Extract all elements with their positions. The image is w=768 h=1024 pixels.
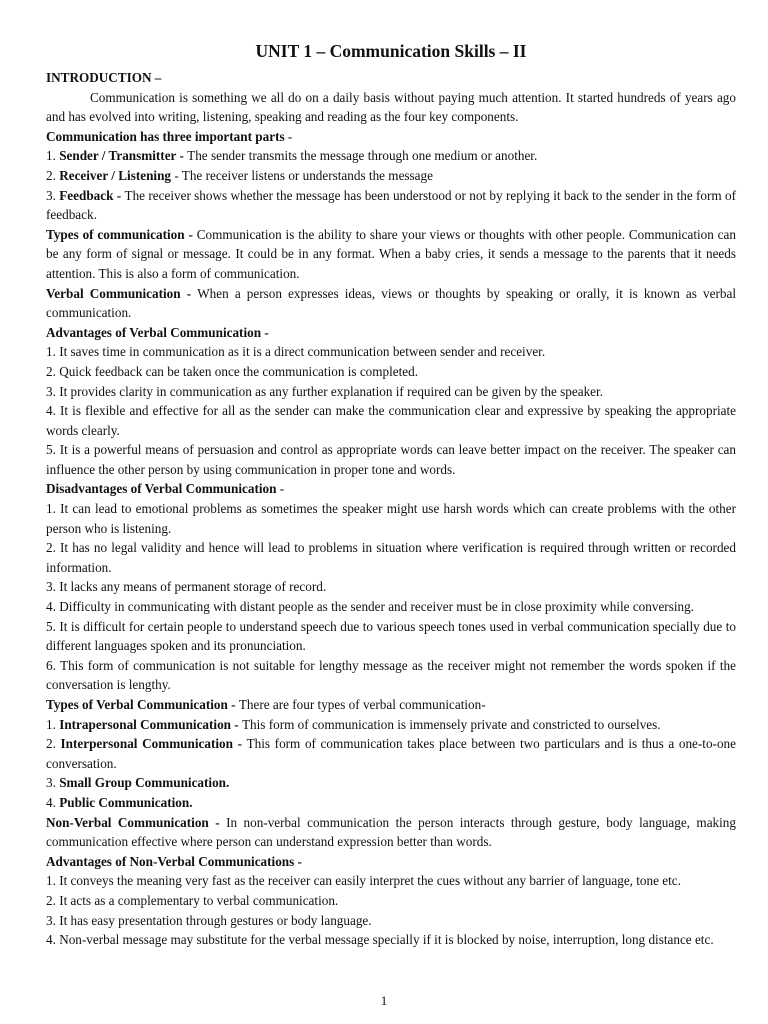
item-text: The sender transmits the message through one medium or another. bbox=[187, 148, 538, 164]
nonverbal-text: In non-verbal communication the person interacts through gesture, body language, making communication effective where person can understand expression better than words. bbox=[46, 814, 736, 850]
item-number: 4. bbox=[46, 794, 60, 810]
list-item: 6. This form of communication is not suitable for lengthy message as the receiver might not remember the words spoken if the conversation is lengthy. bbox=[46, 657, 736, 693]
list-item: 4. Difficulty in communicating with distant people as the sender and receiver must be in close proximity while conversing. bbox=[46, 599, 694, 615]
list-item bbox=[46, 715, 736, 735]
item-number: 1. bbox=[46, 716, 60, 732]
verbal-types-text: There are four types of verbal communication- bbox=[238, 697, 486, 712]
verbal-advantages-heading: Advantages of Verbal Communication - bbox=[46, 324, 269, 340]
list-item bbox=[46, 186, 736, 225]
document-title: UNIT 1 – Communication Skills – II bbox=[255, 41, 527, 61]
three-parts-heading-text: Communication has three important parts bbox=[46, 128, 285, 144]
item-term: Receiver / Listening bbox=[59, 167, 172, 183]
verbal-term: Verbal Communication - bbox=[46, 285, 198, 301]
intro-heading: INTRODUCTION – bbox=[46, 70, 162, 85]
verbal-disadvantages-heading bbox=[46, 479, 736, 499]
list-item: 3. It provides clarity in communication as any further explanation if required can be given by the speaker. bbox=[46, 383, 603, 399]
item-text: The receiver shows whether the message has been understood or not by replying it back to the sender in the form of feedback. bbox=[46, 187, 736, 223]
item-number: 1. bbox=[46, 148, 60, 164]
verbal-types-paragraph bbox=[46, 695, 736, 715]
list-item bbox=[46, 166, 736, 186]
item-text: This form of communication takes place between two particulars and is thus a one-to-one conversation. bbox=[46, 736, 736, 771]
list-item bbox=[46, 146, 736, 166]
list-item: 4. Non-verbal message may substitute for the verbal message specially if it is blocked by noise, interruption, long distance etc. bbox=[46, 932, 714, 948]
list-item bbox=[46, 773, 736, 793]
list-item: 3. It lacks any means of permanent storage of record. bbox=[46, 579, 327, 595]
types-text: Communication is the ability to share your views or thoughts with other people. Communication can be any form of signal or message. It could be in any format. When a baby cries, it sends a message to the parents that it needs attention. This is also a form of communication. bbox=[46, 226, 736, 281]
item-text: This form of communication is immensely private and constricted to ourselves. bbox=[241, 716, 661, 732]
list-item: 2. It acts as a complementary to verbal communication. bbox=[46, 892, 339, 908]
list-item bbox=[46, 793, 736, 813]
list-item: 4. It is flexible and effective for all as the sender can make the communication clear and expressive by speaking the appropriate words clearly. bbox=[46, 403, 736, 438]
list-item: 2. It has no legal validity and hence will lead to problems in situation where verification is required through written or recorded information. bbox=[46, 540, 736, 575]
nonverbal-paragraph bbox=[46, 813, 736, 852]
item-number: 2. bbox=[46, 167, 60, 183]
list-item bbox=[46, 734, 736, 773]
item-number: 3. bbox=[46, 775, 60, 791]
verbal-disadvantages-heading-text: Disadvantages of Verbal Communication bbox=[46, 481, 277, 497]
types-paragraph bbox=[46, 225, 736, 284]
item-text: - The receiver listens or understands the message bbox=[171, 167, 433, 183]
item-term: Feedback - bbox=[59, 187, 125, 203]
item-term: Interpersonal Communication - bbox=[60, 736, 247, 752]
verbal-paragraph bbox=[46, 284, 736, 323]
list-item: 3. It has easy presentation through gestures or body language. bbox=[46, 912, 372, 928]
page-number: 1 bbox=[380, 993, 388, 1008]
list-item: 2. Quick feedback can be taken once the communication is completed. bbox=[46, 363, 419, 379]
item-number: 3. bbox=[46, 187, 60, 203]
three-parts-heading-suffix: - bbox=[284, 128, 293, 144]
verbal-text: When a person expresses ideas, views or thoughts by speaking or orally, it is known as verbal communication. bbox=[46, 285, 736, 321]
list-item: 5. It is difficult for certain people to understand speech due to various speech tones used in verbal communication specially due to different languages spoken and its pronunciation. bbox=[46, 618, 736, 654]
verbal-types-term: Types of Verbal Communication - bbox=[46, 697, 239, 712]
verbal-disadvantages-heading-suffix: - bbox=[276, 481, 285, 497]
types-term: Types of communication - bbox=[46, 226, 197, 242]
nonverbal-term: Non-Verbal Communication - bbox=[46, 814, 227, 830]
list-item: 1. It can lead to emotional problems as sometimes the speaker might use harsh words which can create problems with the other person who is listening. bbox=[46, 501, 736, 536]
list-item: 1. It saves time in communication as it is a direct communication between sender and receiver. bbox=[46, 344, 546, 360]
item-term: Small Group Communication. bbox=[59, 775, 230, 791]
item-term: Public Communication. bbox=[59, 794, 193, 810]
list-item: 1. It conveys the meaning very fast as the receiver can easily interpret the cues without any barrier of language, tone etc. bbox=[46, 873, 681, 889]
item-number: 2. bbox=[46, 736, 61, 752]
item-term: Sender / Transmitter - bbox=[59, 148, 188, 164]
document-body bbox=[46, 68, 736, 950]
nonverbal-advantages-heading: Advantages of Non-Verbal Communications - bbox=[46, 853, 302, 869]
intro-paragraph: Communication is something we all do on a daily basis without paying much attention. It started hundreds of years ago and has evolved into writing, listening, speaking and reading as the four key components. bbox=[46, 89, 736, 125]
item-term: Intrapersonal Communication - bbox=[59, 716, 242, 732]
list-item: 5. It is a powerful means of persuasion and control as appropriate words can leave better impact on the receiver. The speaker can influence the other person by using communication in proper tone and words. bbox=[46, 442, 736, 477]
three-parts-heading bbox=[46, 127, 736, 147]
